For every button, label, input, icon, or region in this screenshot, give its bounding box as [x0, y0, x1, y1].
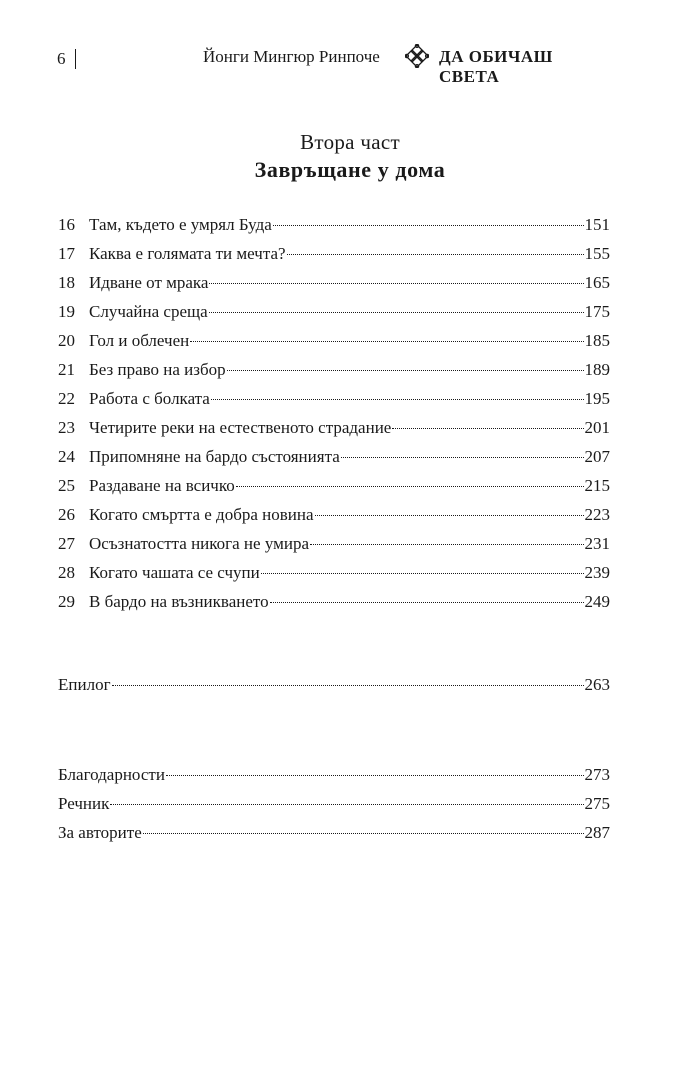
entry-page-number: 223: [584, 505, 610, 524]
entry-title: Когато смъртта е добра новина: [89, 505, 314, 524]
book-title: ДА ОБИЧАШ СВЕТА: [439, 47, 553, 86]
entry-title: Случайна среща: [89, 302, 208, 321]
chapter-number: 17: [58, 244, 75, 263]
chapter-number: 26: [58, 505, 75, 524]
toc-entry: [58, 215, 610, 244]
entry-page-number: 201: [584, 418, 610, 437]
toc-entry: [58, 331, 610, 360]
part-label: Втора част: [300, 130, 400, 154]
dot-leader: [310, 544, 584, 545]
dot-leader: [211, 399, 584, 400]
entry-page-number: 151: [584, 215, 610, 234]
entry-page-number: 175: [584, 302, 610, 321]
toc-entry: [58, 563, 610, 592]
dot-leader: [315, 515, 584, 516]
entry-title: Епилог: [58, 675, 111, 694]
dot-leader: [110, 804, 583, 805]
toc-entry: [58, 505, 610, 534]
dot-leader: [190, 341, 583, 342]
toc-entry: [58, 675, 610, 704]
toc-entry: [58, 389, 610, 418]
dot-leader: [287, 254, 584, 255]
toc-back-matter-list: [58, 765, 610, 852]
chapter-number: 21: [58, 360, 75, 379]
toc-entry: [58, 592, 610, 621]
entry-page-number: 165: [584, 273, 610, 292]
entry-page-number: 207: [584, 447, 610, 466]
toc-entry: [58, 823, 610, 852]
running-header: [57, 43, 612, 86]
dot-leader: [273, 225, 584, 226]
toc-entry: [58, 418, 610, 447]
chapter-number: 18: [58, 273, 75, 292]
dot-leader: [227, 370, 584, 371]
dot-leader: [392, 428, 583, 429]
chapter-number: 19: [58, 302, 75, 321]
entry-page-number: 287: [584, 823, 610, 842]
chapter-number: 27: [58, 534, 75, 553]
page-number: 6: [57, 49, 66, 68]
entry-page-number: 189: [584, 360, 610, 379]
entry-title: Каква е голямата ти мечта?: [89, 244, 286, 263]
entry-title: Там, където е умрял Буда: [89, 215, 272, 234]
entry-title: В бардо на възникването: [89, 592, 269, 611]
author-name: Йонги Мингюр Ринпоче: [203, 47, 380, 66]
entry-title: Раздаване на всичко: [89, 476, 235, 495]
toc-entry: [58, 765, 610, 794]
chapter-number: 29: [58, 592, 75, 611]
toc-chapters-list: [58, 215, 610, 621]
toc-entry: [58, 302, 610, 331]
toc-entry: [58, 273, 610, 302]
chapter-number: 22: [58, 389, 75, 408]
chapter-number: 20: [58, 331, 75, 350]
toc-entry: [58, 244, 610, 273]
toc-epilogue: [58, 675, 610, 704]
entry-page-number: 215: [584, 476, 610, 495]
dot-leader: [209, 312, 584, 313]
endless-knot-icon: [405, 44, 429, 68]
toc-entry: [58, 360, 610, 389]
entry-page-number: 273: [584, 765, 610, 784]
entry-page-number: 249: [584, 592, 610, 611]
dot-leader: [143, 833, 584, 834]
entry-title: Припомняне на бардо състоянията: [89, 447, 340, 466]
dot-leader: [112, 685, 584, 686]
entry-title: Четирите реки на естественото страдание: [89, 418, 392, 437]
entry-page-number: 263: [584, 675, 610, 694]
chapter-number: 23: [58, 418, 75, 437]
entry-title: Когато чашата се счупи: [89, 563, 260, 582]
chapter-number: 25: [58, 476, 75, 495]
toc-entry: [58, 476, 610, 505]
entry-page-number: 231: [584, 534, 610, 553]
entry-title: Без право на избор: [89, 360, 226, 379]
dot-leader: [166, 775, 584, 776]
dot-leader: [261, 573, 584, 574]
chapter-number: 28: [58, 563, 75, 582]
entry-title: Речник: [58, 794, 110, 813]
entry-page-number: 185: [584, 331, 610, 350]
entry-title: Работа с болката: [89, 389, 210, 408]
chapter-number: 24: [58, 447, 75, 466]
entry-title: За авторите: [58, 823, 142, 842]
chapter-number: 16: [58, 215, 75, 234]
part-title: Завръщане у дома: [254, 157, 446, 182]
dot-leader: [209, 283, 583, 284]
entry-title: Идване от мрака: [89, 273, 209, 292]
entry-page-number: 155: [584, 244, 610, 263]
entry-page-number: 195: [584, 389, 610, 408]
dot-leader: [236, 486, 584, 487]
header-divider: [75, 49, 76, 69]
dot-leader: [270, 602, 584, 603]
entry-page-number: 275: [584, 794, 610, 813]
toc-entry: [58, 534, 610, 563]
toc-entry: [58, 447, 610, 476]
entry-title: Гол и облечен: [89, 331, 190, 350]
toc-entry: [58, 794, 610, 823]
entry-title: Осъзнатостта никога не умира: [89, 534, 309, 553]
entry-title: Благодарности: [58, 765, 165, 784]
entry-page-number: 239: [584, 563, 610, 582]
dot-leader: [341, 457, 584, 458]
